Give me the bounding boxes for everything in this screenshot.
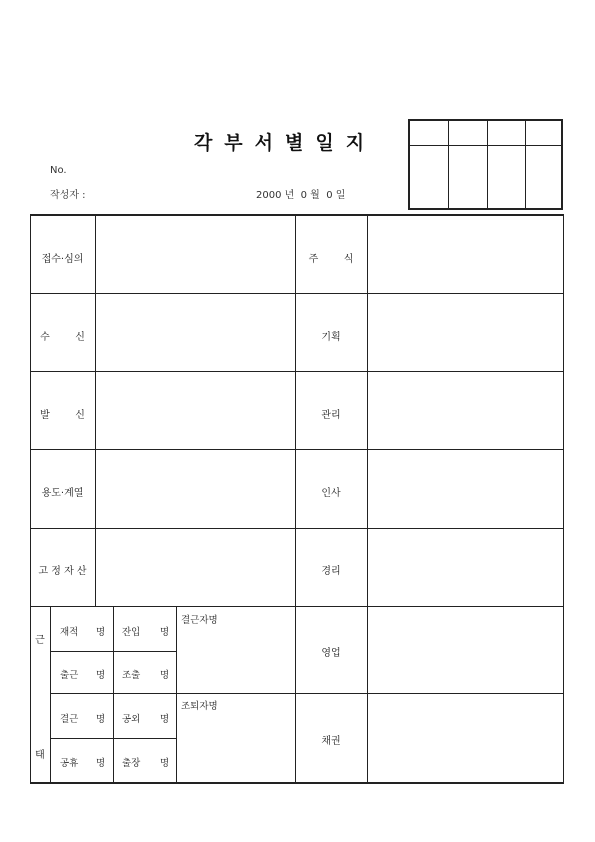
attendance-unit: 명 [96,714,106,725]
attendance-unit: 명 [96,670,106,681]
attendance-unit: 명 [160,714,170,725]
row-label-planning: 기획 [321,332,341,343]
early-leave-label: 조퇴자명 [181,701,218,712]
attendance-label: 공외 [122,714,141,725]
attendance-label: 재적 [60,627,79,638]
row-label-reception: 접수·심의 [41,254,84,265]
row-label-shares: 주 식 [308,254,354,265]
attendance-label: 출근 [60,670,79,681]
row-label-fixed-assets: 고 정 자 산 [38,566,87,577]
attendance-unit: 명 [160,670,170,681]
attendance-unit: 명 [96,627,106,638]
row-label-sales: 영업 [321,648,341,659]
row-label-purpose: 용도·계열 [41,488,84,499]
author-label: 작성자 : [50,190,86,201]
row-label-receive: 수 신 [40,332,85,343]
attendance-label: 출장 [122,758,141,769]
attendance-label: 조출 [122,670,141,681]
attendance-label: 잔입 [122,627,141,638]
absentees-label: 결근자명 [181,615,218,626]
document-title: 각부서별일지 [193,132,377,154]
attendance-unit: 명 [160,758,170,769]
date-text: 2000 년 0 월 0 일 [256,190,346,201]
row-label-personnel: 인사 [321,488,341,499]
attendance-unit: 명 [160,627,170,638]
attendance-unit: 명 [96,758,106,769]
attendance-side-label-bottom: 태 [35,750,45,761]
row-label-send: 발 신 [40,410,85,421]
attendance-label: 결근 [60,714,79,725]
attendance-side-label-top: 근 [35,635,45,646]
row-label-management: 관리 [321,410,341,421]
row-label-receivables: 채권 [321,736,341,747]
attendance-label: 공휴 [60,758,79,769]
no-label: No. [50,165,67,176]
row-label-accounting: 경리 [321,566,341,577]
